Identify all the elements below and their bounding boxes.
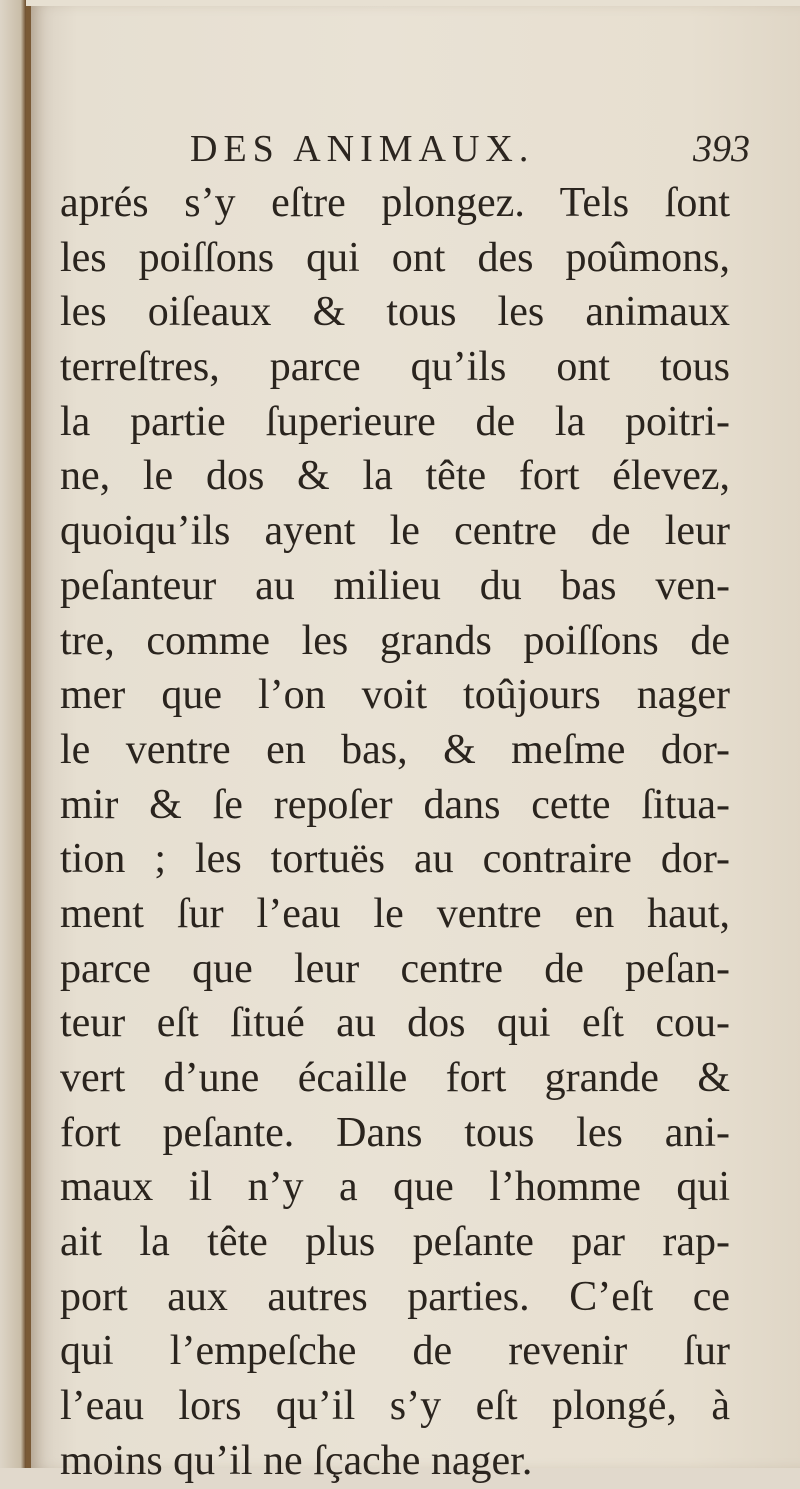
text-line: parce que leur centre de peſan- bbox=[60, 945, 730, 992]
text-line: aprés s’y eſtre plongez. Tels ſont bbox=[60, 180, 730, 226]
text-line: tre, comme les grands poiſſons de bbox=[60, 617, 730, 664]
text-line: la partie ſuperieure de la poitri- bbox=[60, 398, 730, 445]
text-line: mir & ſe repoſer dans cette ſitua- bbox=[60, 781, 730, 828]
text-line: fort peſante. Dans tous les ani- bbox=[60, 1109, 730, 1156]
text-line: ment ſur l’eau le ventre en haut, bbox=[60, 890, 730, 937]
text-line: ait la tête plus peſante par rap- bbox=[60, 1219, 730, 1266]
text-line: l’eau lors qu’il s’y eſt plongé, à bbox=[60, 1383, 730, 1430]
text-line: tion ; les tortuës au contraire dor- bbox=[60, 836, 730, 883]
text-line: peſanteur au milieu du bas ven- bbox=[60, 562, 730, 609]
body-text bbox=[60, 176, 730, 1489]
text-line: teur eſt ſitué au dos qui eſt cou- bbox=[60, 1000, 730, 1047]
text-line: les oiſeaux & tous les animaux bbox=[60, 289, 730, 336]
text-line: quoiqu’ils ayent le centre de leur bbox=[60, 508, 730, 555]
binding-gutter bbox=[0, 0, 26, 1489]
text-line: moins qu’il ne ſçache nager. bbox=[60, 1437, 533, 1484]
page-number: 393 bbox=[693, 128, 750, 170]
page-header bbox=[190, 124, 750, 174]
text-line: ne, le dos & la tête fort élevez, bbox=[60, 453, 730, 500]
text-line: les poiſſons qui ont des poûmons, bbox=[60, 234, 730, 281]
text-line: terreſtres, parce qu’ils ont tous bbox=[60, 344, 730, 391]
text-line: maux il n’y a que l’homme qui bbox=[60, 1164, 730, 1211]
text-line: vert d’une écaille fort grande & bbox=[60, 1055, 730, 1101]
text-line: le ventre en bas, & meſme dor- bbox=[60, 726, 730, 773]
text-line: mer que l’on voit toûjours nager bbox=[60, 672, 730, 719]
text-line: port aux autres parties. C’eſt ce bbox=[60, 1273, 730, 1320]
running-head: DES ANIMAUX. bbox=[190, 128, 535, 170]
text-line: qui l’empeſche de revenir ſur bbox=[60, 1328, 730, 1375]
